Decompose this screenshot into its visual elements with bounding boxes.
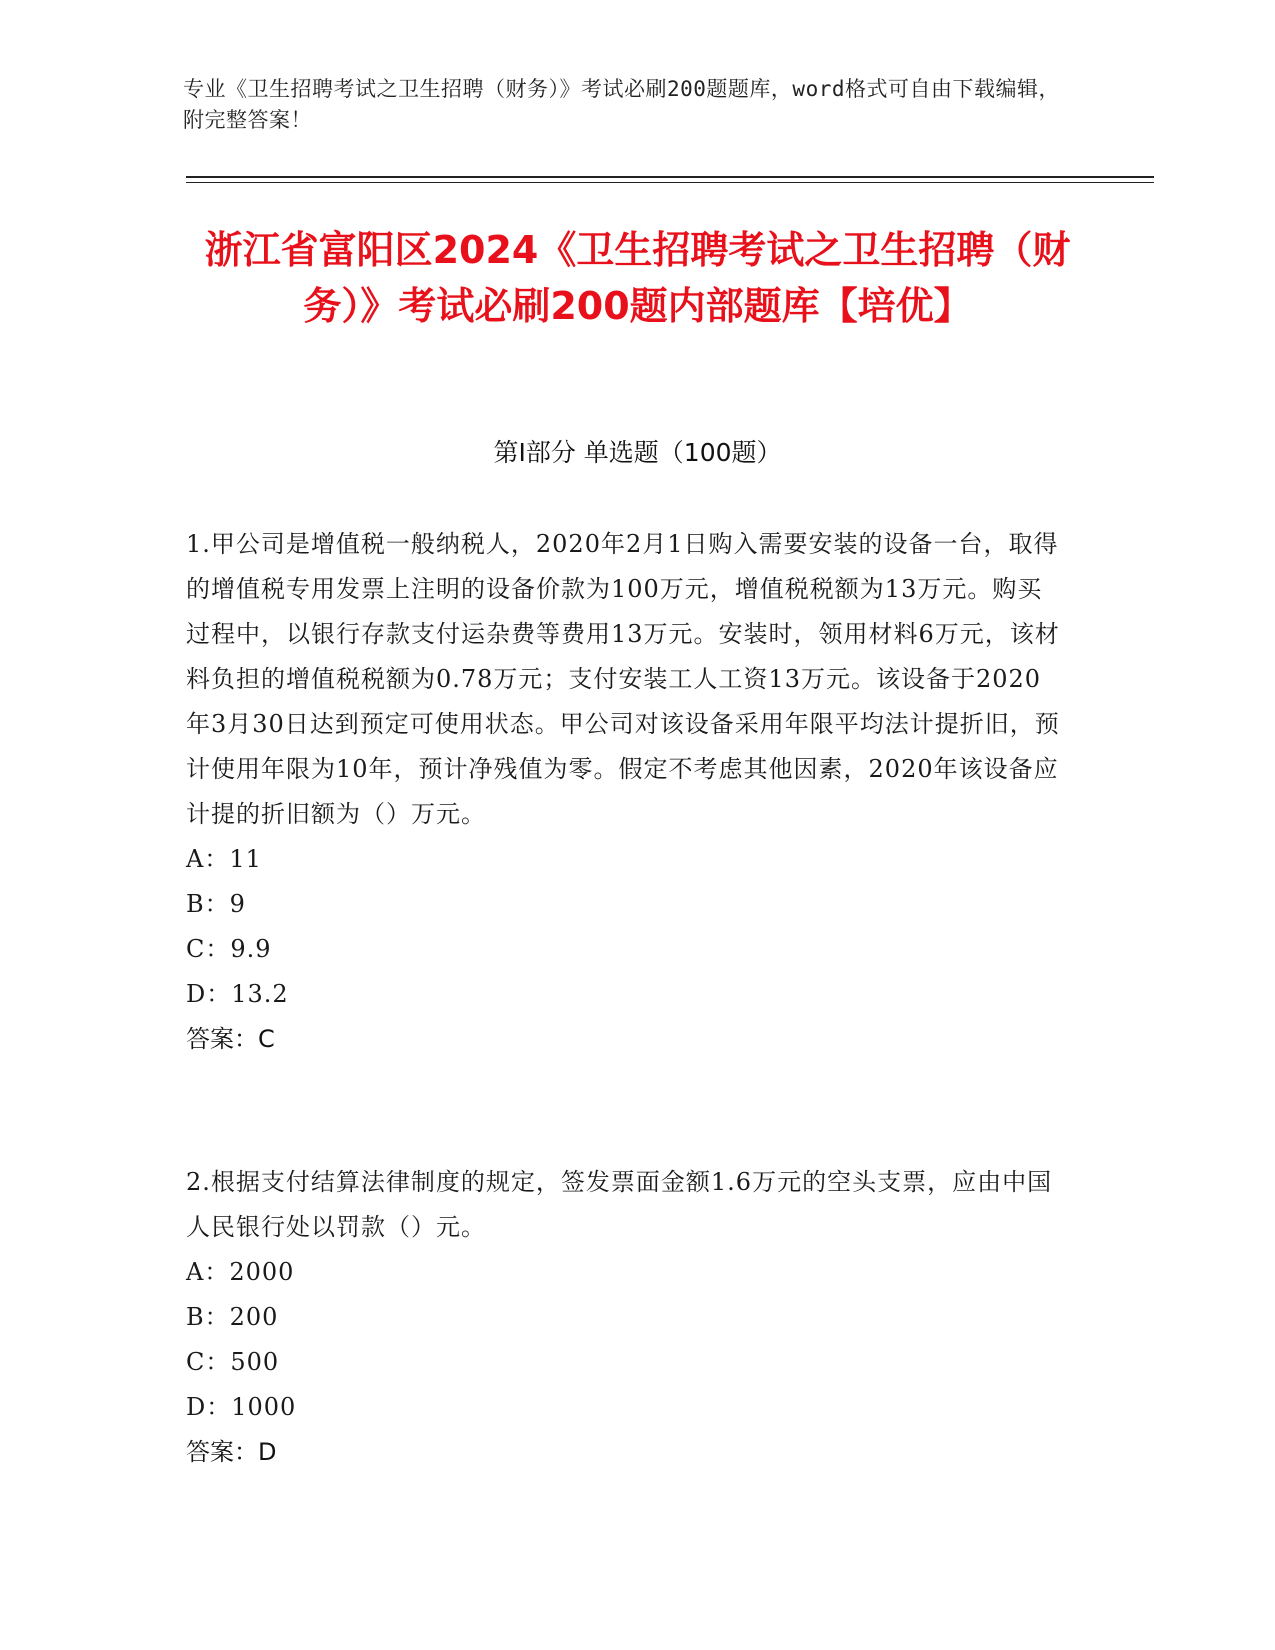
question-stem: 1.甲公司是增值税一般纳税人，2020年2月1日购入需要安装的设备一台，取得的增值税专用发票上注明的设备价款为100万元，增值税税额为13万元。购买过程中，以银行存款支付运杂费等费用13万元。安装时，领用材料6万元，该材料负担的增值税税额为0.78万元；支付安装工人工资13万元。该设备于2020年3月30日达到预定可使用状态。甲公司对该设备采用年限平均法计提折旧，预计使用年限为10年，预计净残值为零。假定不考虑其他因素，2020年该设备应计提的折旧额为（）万元。 xyxy=(186,530,1060,828)
question-1 xyxy=(186,522,1066,1062)
option-c: C：500 xyxy=(186,1348,280,1376)
answer: 答案：C xyxy=(186,1025,275,1053)
option-a: A：11 xyxy=(186,845,262,873)
document-title: 浙江省富阳区2024《卫生招聘考试之卫生招聘（财务）》考试必刷200题内部题库【培优】 xyxy=(204,228,1071,328)
answer: 答案：D xyxy=(186,1438,277,1466)
question-stem: 2.根据支付结算法律制度的规定，签发票面金额1.6万元的空头支票，应由中国人民银行处以罚款（）元。 xyxy=(186,1168,1053,1241)
header-divider-thin xyxy=(186,182,1154,183)
option-a: A：2000 xyxy=(186,1258,295,1286)
option-b: B：9 xyxy=(186,890,246,918)
question-2 xyxy=(186,1160,1066,1475)
option-d: D：13.2 xyxy=(186,980,289,1008)
option-c: C：9.9 xyxy=(186,935,272,963)
header-divider-thick xyxy=(186,176,1154,178)
option-b: B：200 xyxy=(186,1303,279,1331)
header-note: 专业《卫生招聘考试之卫生招聘（财务）》考试必刷200题题库，word格式可自由下载编辑，附完整答案！ xyxy=(183,77,1060,132)
section-title: 第I部分 单选题（100题） xyxy=(493,438,782,467)
option-d: D：1000 xyxy=(186,1393,297,1421)
